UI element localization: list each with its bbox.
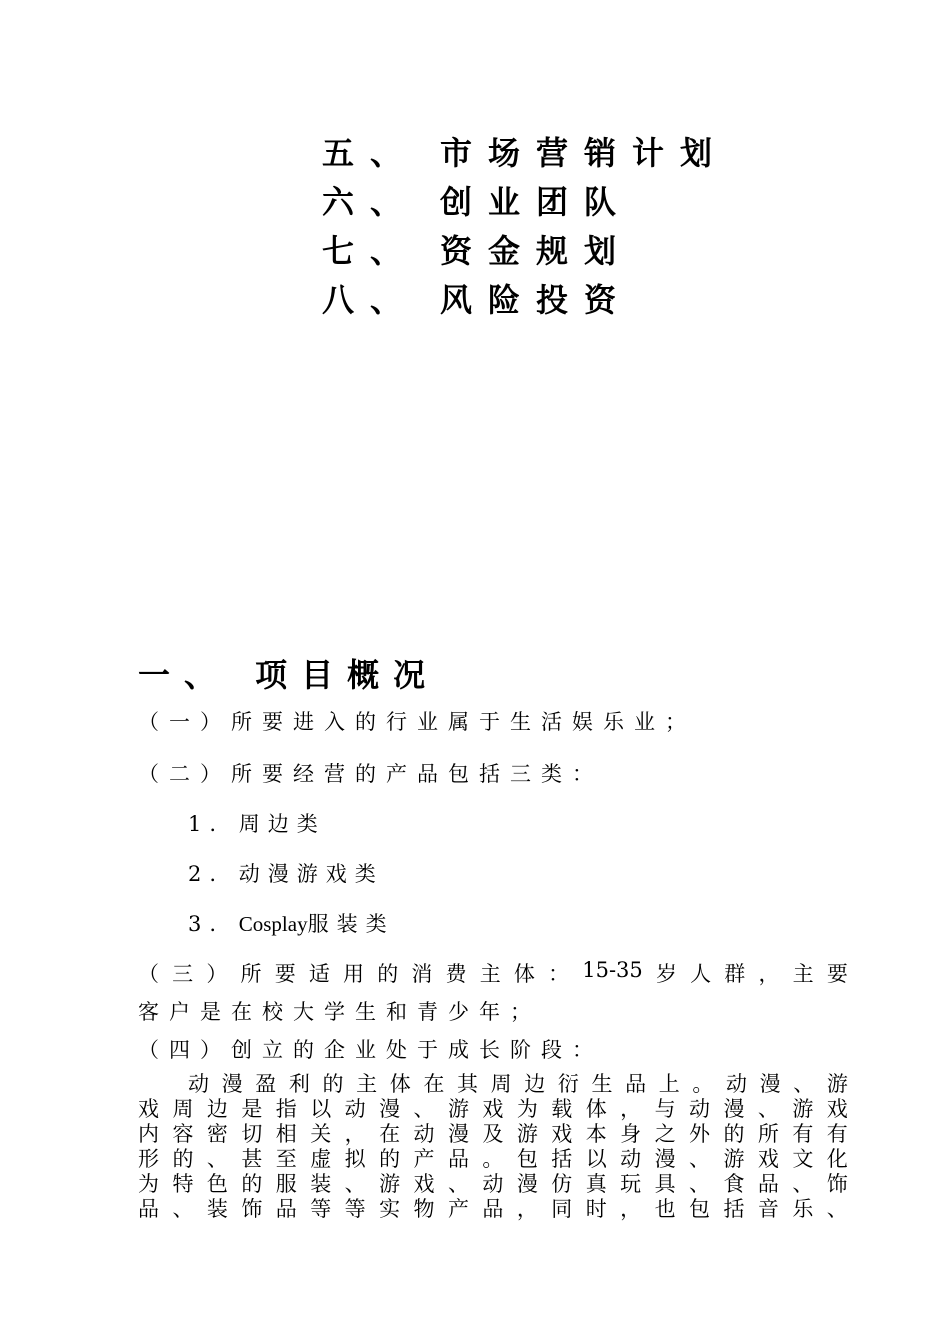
list-item-label: 周边类: [238, 812, 326, 836]
text-glyph: 盈: [255, 1072, 277, 1096]
text-glyph: 括: [723, 1197, 745, 1221]
text-glyph: 色: [206, 1172, 228, 1196]
text-glyph: 品: [757, 1172, 779, 1196]
list-item-number: 1.: [188, 812, 225, 836]
text-glyph: 游: [723, 1147, 745, 1171]
section-heading: 一、 项目概况: [138, 656, 440, 694]
paragraph-consumers-line1: [138, 958, 848, 988]
text-glyph: 本: [585, 1122, 607, 1146]
text-glyph: 生: [591, 1072, 613, 1096]
text-glyph: 消: [411, 962, 433, 986]
text-glyph: 装: [310, 1172, 332, 1196]
text-glyph: 上: [658, 1072, 680, 1096]
text-glyph: 化: [826, 1147, 848, 1171]
text-glyph: 音: [757, 1197, 779, 1221]
text-glyph: 为: [138, 1172, 159, 1196]
text-glyph: 指: [275, 1097, 297, 1121]
paragraph-stage: （四）创立的企业处于成长阶段：: [138, 1038, 603, 1062]
text-glyph: 品: [138, 1197, 159, 1221]
text-glyph: 所: [240, 962, 262, 986]
body-line: [138, 1097, 848, 1122]
body-paragraph: [138, 1072, 848, 1222]
text-glyph: 、: [344, 1172, 366, 1196]
text-glyph: 戏: [482, 1097, 504, 1121]
text-glyph: 、: [689, 1172, 710, 1196]
text-glyph: 。: [692, 1072, 714, 1096]
text-glyph: 特: [172, 1172, 194, 1196]
text-glyph: 用: [343, 962, 365, 986]
text-glyph: 、: [413, 1097, 435, 1121]
text-glyph: 仿: [551, 1172, 573, 1196]
text-glyph: 密: [206, 1122, 228, 1146]
text-glyph: ：: [548, 962, 570, 986]
list-item-label: 服装类: [307, 912, 395, 936]
text-glyph: 内: [138, 1122, 159, 1146]
text-glyph: 及: [482, 1122, 504, 1146]
toc-item-number: 六、: [322, 183, 419, 221]
text-glyph: 戏: [413, 1172, 435, 1196]
text-glyph: 体: [389, 1072, 411, 1096]
text-glyph: 动: [726, 1072, 747, 1096]
text-glyph: 在: [379, 1122, 401, 1146]
text-glyph: 装: [206, 1197, 228, 1221]
text-glyph: 戏: [551, 1122, 573, 1146]
text-glyph: 、: [172, 1197, 194, 1221]
text-glyph: 漫: [516, 1172, 538, 1196]
text-glyph: 漫: [447, 1122, 469, 1146]
list-item-number: 2.: [188, 862, 225, 886]
text-glyph: 拟: [344, 1147, 366, 1171]
text-glyph: 实: [379, 1197, 401, 1221]
toc-item-number: 七、: [322, 232, 419, 270]
text-glyph: 也: [654, 1197, 676, 1221]
text-glyph: 同: [551, 1197, 573, 1221]
text-glyph: 动: [620, 1147, 642, 1171]
text-glyph: 衍: [557, 1072, 579, 1096]
text-glyph: 品: [482, 1197, 504, 1221]
text-glyph: 容: [172, 1122, 194, 1146]
text-glyph: 乐: [792, 1197, 814, 1221]
text-glyph: 服: [275, 1172, 297, 1196]
text-glyph: 甚: [241, 1147, 263, 1171]
text-glyph: 人: [690, 962, 712, 986]
text-glyph: 漫: [379, 1097, 401, 1121]
text-glyph: ，: [620, 1097, 642, 1121]
text-glyph: 饰: [241, 1197, 263, 1221]
text-glyph: 的: [241, 1172, 263, 1196]
text-glyph: 为: [516, 1097, 538, 1121]
body-line: [138, 1147, 848, 1172]
text-glyph: ）: [206, 962, 228, 986]
text-glyph: 之: [654, 1122, 676, 1146]
text-glyph: 漫: [654, 1147, 676, 1171]
text-glyph: 、: [757, 1097, 779, 1121]
text-glyph: 有: [792, 1122, 814, 1146]
text-glyph: 游: [447, 1097, 469, 1121]
text-glyph: 戏: [757, 1147, 779, 1171]
text-glyph: 戏: [826, 1097, 848, 1121]
text-glyph: 真: [585, 1172, 607, 1196]
text-glyph: 动: [689, 1097, 710, 1121]
text-glyph: 其: [457, 1072, 478, 1096]
text-glyph: 边: [524, 1072, 546, 1096]
text-glyph: ，: [758, 962, 780, 986]
text-glyph: 以: [585, 1147, 607, 1171]
body-line: [138, 1122, 848, 1147]
text-glyph: 有: [826, 1122, 848, 1146]
text-glyph: 形: [138, 1147, 159, 1171]
text-glyph: 身: [620, 1122, 642, 1146]
text-glyph: 的: [379, 1147, 401, 1171]
text-glyph: 动: [188, 1072, 209, 1096]
text-glyph: 所: [757, 1122, 779, 1146]
text-glyph: 至: [275, 1147, 297, 1171]
text-glyph: 漫: [723, 1097, 745, 1121]
text-glyph: 、: [447, 1172, 469, 1196]
toc-item-title: 风险投资: [440, 281, 633, 319]
text-glyph: 周: [490, 1072, 512, 1096]
text-glyph: 适: [308, 962, 330, 986]
text-glyph: 、: [793, 1072, 815, 1096]
text-glyph: ，: [516, 1197, 538, 1221]
text-glyph: 要: [274, 962, 296, 986]
text-glyph: 群: [724, 962, 746, 986]
text-glyph: 15-35: [582, 958, 643, 982]
text-glyph: 游: [792, 1097, 814, 1121]
text-glyph: 包: [689, 1197, 710, 1221]
text-glyph: 外: [689, 1122, 710, 1146]
toc-item-title: 市场营销计划: [440, 134, 729, 172]
text-glyph: 品: [625, 1072, 647, 1096]
list-item-label: 动漫游戏类: [238, 862, 384, 886]
text-glyph: 动: [413, 1122, 435, 1146]
text-glyph: 主: [479, 962, 501, 986]
paragraph-industry: （一）所要进入的行业属于生活娱乐业；: [138, 710, 696, 734]
text-glyph: 与: [654, 1097, 676, 1121]
text-glyph: 游: [516, 1122, 538, 1146]
toc-item-number: 五、: [322, 134, 419, 172]
list-item: [188, 808, 326, 838]
text-glyph: 岁: [655, 962, 677, 986]
toc-item-title: 资金规划: [440, 232, 633, 270]
text-glyph: 的: [377, 962, 399, 986]
text-glyph: 物: [413, 1197, 435, 1221]
text-glyph: 边: [206, 1097, 228, 1121]
paragraph-products: （二）所要经营的产品包括三类：: [138, 762, 603, 786]
text-glyph: 产: [447, 1197, 469, 1221]
text-glyph: 戏: [138, 1097, 159, 1121]
text-glyph: 关: [310, 1122, 332, 1146]
text-glyph: 游: [379, 1172, 401, 1196]
text-glyph: 时: [585, 1197, 607, 1221]
text-glyph: ，: [620, 1197, 642, 1221]
text-glyph: 主: [792, 962, 814, 986]
body-line: [138, 1197, 848, 1222]
text-glyph: 饰: [826, 1172, 848, 1196]
text-glyph: 动: [344, 1097, 366, 1121]
text-glyph: 漫: [221, 1072, 243, 1096]
text-glyph: 括: [551, 1147, 573, 1171]
list-item-number: 3.: [188, 912, 225, 936]
paragraph-consumers-line2: 客户是在校大学生和青少年；: [138, 1000, 541, 1024]
text-glyph: 的: [322, 1072, 344, 1096]
text-glyph: 以: [310, 1097, 332, 1121]
text-glyph: 的: [172, 1147, 194, 1171]
text-glyph: 漫: [759, 1072, 781, 1096]
toc-item-number: 八、: [322, 281, 419, 319]
text-glyph: 品: [447, 1147, 469, 1171]
text-glyph: 相: [275, 1122, 297, 1146]
list-item: [188, 858, 384, 888]
body-line: [138, 1172, 848, 1197]
text-glyph: 品: [275, 1197, 297, 1221]
text-glyph: 要: [826, 962, 848, 986]
text-glyph: 食: [723, 1172, 745, 1196]
text-glyph: 等: [344, 1197, 366, 1221]
text-glyph: 玩: [620, 1172, 642, 1196]
text-glyph: 具: [654, 1172, 676, 1196]
toc-item-title: 创业团队: [440, 183, 633, 221]
text-glyph: 利: [288, 1072, 310, 1096]
text-glyph: 产: [413, 1147, 435, 1171]
body-line: [138, 1072, 848, 1097]
text-glyph: 主: [356, 1072, 378, 1096]
text-glyph: 体: [585, 1097, 607, 1121]
text-glyph: 周: [172, 1097, 194, 1121]
text-glyph: 文: [792, 1147, 814, 1171]
text-glyph: 动: [482, 1172, 504, 1196]
text-glyph: 虚: [310, 1147, 332, 1171]
text-glyph: 、: [206, 1147, 228, 1171]
text-glyph: ，: [344, 1122, 366, 1146]
text-glyph: 切: [241, 1122, 263, 1146]
text-glyph: （: [138, 962, 159, 986]
text-glyph: 、: [689, 1147, 710, 1171]
text-glyph: 游: [826, 1072, 848, 1096]
text-glyph: 、: [792, 1172, 814, 1196]
text-glyph: 包: [516, 1147, 538, 1171]
text-glyph: 是: [241, 1097, 263, 1121]
text-glyph: 在: [423, 1072, 445, 1096]
text-glyph: 体: [513, 962, 535, 986]
list-item-label-latin: Cosplay: [238, 912, 308, 936]
text-glyph: 、: [826, 1197, 848, 1221]
text-glyph: 三: [172, 962, 194, 986]
text-glyph: 。: [482, 1147, 504, 1171]
text-glyph: 载: [551, 1097, 573, 1121]
text-glyph: 的: [723, 1122, 745, 1146]
text-glyph: 费: [445, 962, 467, 986]
list-item: [188, 908, 395, 938]
text-glyph: 等: [310, 1197, 332, 1221]
project-overview-section: [138, 650, 848, 1221]
